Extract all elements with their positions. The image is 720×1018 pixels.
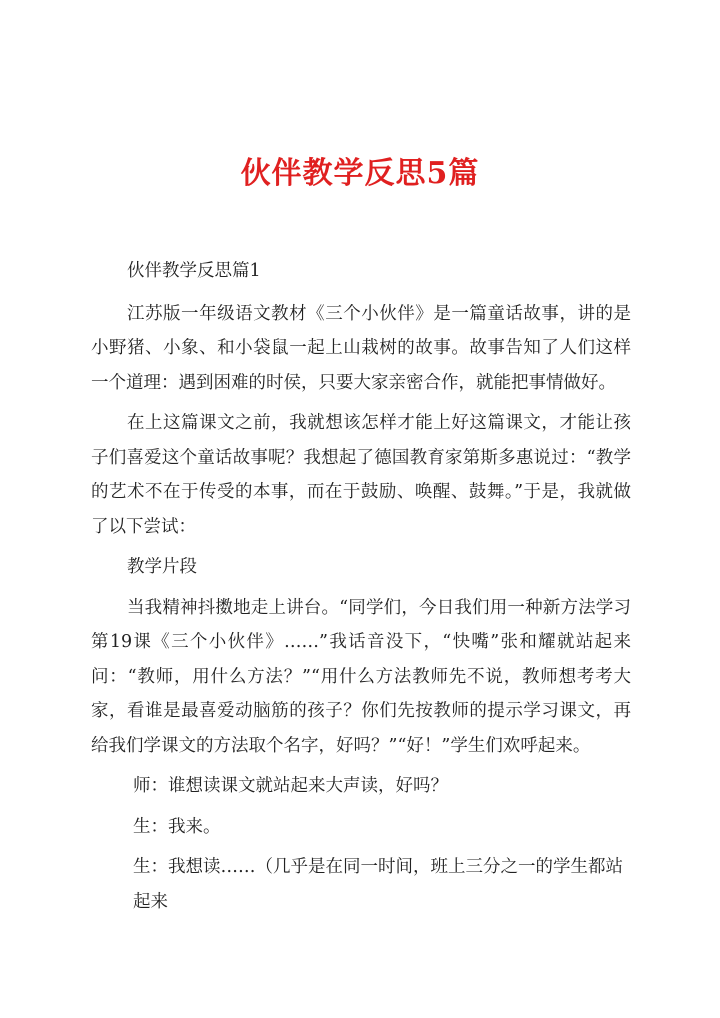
document-body <box>91 254 631 919</box>
dialog-student-2: 生：我想读……（几乎是在同一时间，班上三分之一的学生都站起来 <box>133 857 623 912</box>
teaching-fragment-heading: 教学片段 <box>127 557 197 577</box>
paragraph-classroom-scene: 当我精神抖擞地走上讲台。“同学们，今日我们用一种新方法学习第19课《三个小伙伴》……”我话音没下，“快嘴”张和耀就站起来问：“教师，用什么方法？”“用什么方法教师先不说，教师想考考大家，看谁是最喜爱动脑筋的孩子？你们先按教师的提示学习课文，再给我们学课文的方法取个名字，好吗？”“好！”学生们欢呼起来。 <box>91 597 631 756</box>
paragraph-before-class: 在上这篇课文之前，我就想该怎样才能上好这篇课文，才能让孩子们喜爱这个童话故事呢？我想起了德国教育家第斯多惠说过：“教学的艺术不在于传受的本事，而在于鼓励、唤醒、鼓舞。”于是，我就做了以下尝试： <box>91 413 631 537</box>
section-heading: 伙伴教学反思篇1 <box>127 261 261 281</box>
dialog-student-1: 生：我来。 <box>133 816 221 837</box>
dialog-teacher: 师：谁想读课文就站起来大声读，好吗？ <box>133 776 448 796</box>
page-title: 伙伴教学反思5篇 <box>240 156 480 191</box>
paragraph-intro: 江苏版一年级语文教材《三个小伙伴》是一篇童话故事，讲的是小野猪、小象、和小袋鼠一起上山栽树的故事。故事告知了人们这样一个道理：遇到困难的时侯，只要大家亲密合作，就能把事情做好。 <box>91 303 631 393</box>
